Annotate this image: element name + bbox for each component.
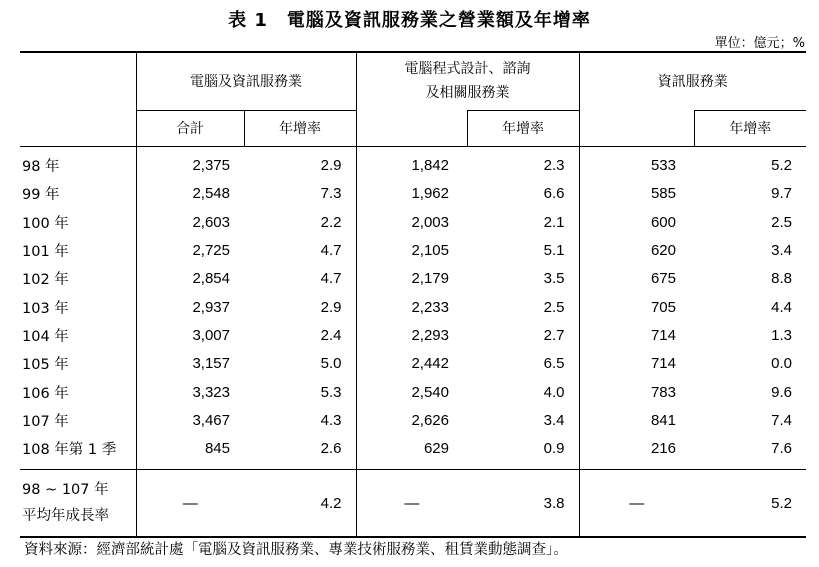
cell-growth: 2.9: [320, 298, 342, 316]
table-row: [20, 378, 806, 406]
cell-growth: 9.7: [771, 185, 792, 203]
cell-growth: 3.5: [543, 270, 565, 288]
table-row: [20, 152, 806, 180]
cell-total: 3,467: [136, 406, 244, 434]
cell-growth: 0.0: [771, 355, 792, 373]
cell-total: 2,854: [136, 265, 244, 293]
row-label: 108 年第 1 季: [22, 442, 117, 459]
cell-growth: 4.7: [320, 242, 342, 260]
cell-info-service: —: [579, 469, 694, 537]
cell-growth: 2.1: [543, 213, 565, 231]
cell-total: 3,007: [136, 321, 244, 349]
cell-programming: 2,293: [356, 321, 467, 349]
cell-growth: 3.8: [467, 469, 579, 537]
header-growth-2: 年增率: [467, 110, 579, 146]
cell-growth: 1.3: [771, 326, 792, 344]
cell-total: —: [136, 469, 244, 537]
average-row: [20, 469, 806, 537]
cell-growth: 2.9: [320, 157, 342, 175]
cell-total: 845: [136, 434, 244, 462]
cell-info-service: 585: [579, 180, 694, 208]
cell-growth: 2.3: [543, 157, 565, 175]
row-label: 98 年: [22, 159, 60, 176]
cell-info-service: 600: [579, 208, 694, 236]
average-label-line1: 98 ~ 107 年: [22, 482, 109, 499]
cell-info-service: 714: [579, 350, 694, 378]
cell-info-service: 675: [579, 265, 694, 293]
row-label: 104 年: [22, 328, 69, 345]
cell-info-service: 533: [579, 152, 694, 180]
cell-growth: 2.6: [320, 440, 342, 458]
cell-programming: 2,540: [356, 378, 467, 406]
cell-info-service: 783: [579, 378, 694, 406]
average-label: [20, 469, 136, 537]
cell-growth: 0.9: [543, 440, 565, 458]
row-label: 100 年: [22, 215, 69, 232]
header-growth-3: 年增率: [694, 110, 806, 146]
cell-growth: 4.0: [543, 383, 565, 401]
cell-programming: 629: [356, 434, 467, 462]
cell-total: 3,157: [136, 350, 244, 378]
cell-growth: 5.0: [320, 355, 342, 373]
cell-growth: 4.7: [320, 270, 342, 288]
table-title: 表 1 電腦及資訊服務業之營業額及年增率: [228, 10, 591, 31]
cell-growth: 3.4: [771, 242, 792, 260]
cell-growth: 7.4: [771, 411, 792, 429]
cell-growth: 6.5: [543, 355, 565, 373]
row-label: 101 年: [22, 244, 69, 261]
cell-growth: 5.2: [771, 157, 792, 175]
cell-info-service: 714: [579, 321, 694, 349]
cell-total: 2,375: [136, 152, 244, 180]
cell-programming: 1,962: [356, 180, 467, 208]
cell-programming: 2,626: [356, 406, 467, 434]
cell-growth: 2.5: [543, 298, 565, 316]
group-header-computer-info: 電腦及資訊服務業: [136, 52, 356, 110]
cell-programming: 2,233: [356, 293, 467, 321]
table-row: [20, 293, 806, 321]
cell-total: 3,323: [136, 378, 244, 406]
cell-info-service: 216: [579, 434, 694, 462]
cell-growth: 3.4: [543, 411, 565, 429]
header-total: 合計: [136, 110, 244, 146]
row-label: 106 年: [22, 385, 69, 402]
average-label-line2: 平均年成長率: [22, 508, 109, 525]
group-header-info-service: 資訊服務業: [579, 52, 806, 110]
cell-growth: 5.1: [543, 242, 565, 260]
cell-growth: 7.3: [320, 185, 342, 203]
cell-info-service: 841: [579, 406, 694, 434]
cell-growth: 5.2: [694, 469, 806, 537]
corner-header-cell: [20, 52, 136, 146]
header-blank-3: [579, 110, 694, 146]
cell-growth: 2.4: [320, 326, 342, 344]
table-row: [20, 434, 806, 462]
cell-programming: 1,842: [356, 152, 467, 180]
cell-growth: 6.6: [543, 185, 565, 203]
cell-programming: 2,003: [356, 208, 467, 236]
cell-growth: 2.2: [320, 213, 342, 231]
table-row: [20, 321, 806, 349]
row-label: 102 年: [22, 272, 69, 289]
header-growth-1: 年增率: [244, 110, 356, 146]
cell-total: 2,603: [136, 208, 244, 236]
table-row: [20, 236, 806, 264]
cell-growth: 8.8: [771, 270, 792, 288]
row-label: 99 年: [22, 187, 60, 204]
row-label: 103 年: [22, 300, 69, 317]
cell-info-service: 620: [579, 236, 694, 264]
table-row: [20, 265, 806, 293]
row-label: 105 年: [22, 357, 69, 374]
cell-total: 2,725: [136, 236, 244, 264]
cell-growth: 9.6: [771, 383, 792, 401]
revenue-table: [20, 51, 806, 538]
table-row: [20, 406, 806, 434]
cell-growth: 5.3: [320, 383, 342, 401]
unit-note: 單位：億元；%: [714, 36, 805, 51]
cell-total: 2,548: [136, 180, 244, 208]
group-header-programming-line2: 及相關服務業: [425, 85, 510, 102]
row-label: 107 年: [22, 413, 69, 430]
cell-growth: 7.6: [771, 440, 792, 458]
cell-programming: 2,105: [356, 236, 467, 264]
group-header-programming: [356, 52, 579, 110]
cell-info-service: 705: [579, 293, 694, 321]
table-row: [20, 180, 806, 208]
header-blank-2: [356, 110, 467, 146]
cell-growth: 2.5: [771, 213, 792, 231]
source-note: 資料來源：經濟部統計處「電腦及資訊服務業、專業技術服務業、租賃業動態調查」。: [24, 542, 568, 558]
table-row: [20, 350, 806, 378]
cell-total: 2,937: [136, 293, 244, 321]
cell-programming: —: [356, 469, 467, 537]
cell-programming: 2,442: [356, 350, 467, 378]
cell-growth: 2.7: [543, 326, 565, 344]
cell-growth: 4.3: [320, 411, 342, 429]
cell-growth: 4.2: [244, 469, 356, 537]
group-header-programming-line1: 電腦程式設計、諮詢: [404, 61, 531, 78]
cell-programming: 2,179: [356, 265, 467, 293]
cell-growth: 4.4: [771, 298, 792, 316]
table-row: [20, 208, 806, 236]
